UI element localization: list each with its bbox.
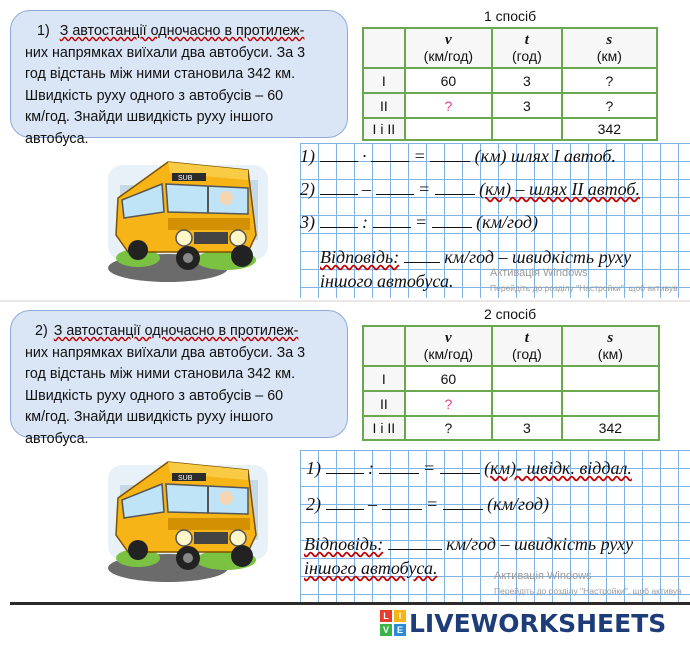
table-row [363,416,659,440]
task-2-text-line-4: Швидкість руху одного з автобусів – 60 [25,387,284,404]
cell-t[interactable] [492,118,562,140]
table-row [363,391,659,416]
table-row [363,366,659,391]
answer-line-2: іншого автобуса. [304,558,438,578]
table-corner-cell [363,326,405,366]
cell-s[interactable]: ? [562,68,657,93]
row-label: I [363,366,405,391]
task-2-number: 2) [35,323,48,339]
windows-watermark: Активація Windows [490,267,588,279]
cell-t: 3 [492,416,562,440]
answer-blank[interactable] [320,161,358,162]
answer-blank[interactable] [326,473,364,474]
table-corner-cell [363,28,405,68]
windows-watermark-sub: Перейдіть до розділу "Настройки", щоб активув [494,586,682,596]
task-2-data-table [362,325,660,441]
cell-t: 3 [492,68,562,93]
cell-t: 3 [492,93,562,118]
task-1-section [0,0,690,300]
header-v: v (км/год) [405,326,492,366]
solution-line-2: 2) – = (км) – шлях II автоб. [300,179,640,199]
task-2-solution-grid [300,450,690,602]
answer-blank[interactable] [320,227,358,228]
answer-blank[interactable] [326,509,364,510]
liveworksheets-logo[interactable] [380,608,666,638]
answer-blank[interactable] [379,473,419,474]
cell-s[interactable] [562,391,659,416]
liveworksheets-logo-icon: L I V E [380,610,406,636]
cell-t[interactable] [492,391,562,416]
row-label: II [363,391,405,416]
task-1-data-table [362,27,658,141]
answer-line: Відповідь: км/год – швидкість руху [320,247,632,267]
answer-blank[interactable] [382,509,422,510]
task-2-text-line-3: год відстань між ними становила 342 км. [25,366,296,382]
answer-blank[interactable] [376,194,414,195]
task-1-solution-grid [300,143,690,298]
answer-blank[interactable] [404,262,440,263]
task-1-text-line-1: З автостанції одночасно в протилеж- [59,23,305,39]
row-label: II [363,93,405,118]
liveworksheets-logo-text: LIVEWORKSHEETS [409,608,667,638]
task-1-number: 1) [37,23,50,39]
cell-v[interactable]: ? [405,93,492,118]
table-row [363,93,657,118]
table-row [363,68,657,93]
header-s: s (км) [562,28,657,68]
answer-blank[interactable] [435,194,475,195]
bus-sign-text: SUB [178,175,193,182]
task-2-problem-bubble [10,310,348,447]
row-label: I і II [363,416,405,440]
task-1-text-line-3: год відстань між ними становила 342 км. [25,66,296,82]
cell-t[interactable] [492,366,562,391]
task-2-text-line-1: З автостанції одночасно в протилеж- [53,323,299,339]
bus-sign-text: SUB [178,475,193,482]
cell-v[interactable]: ? [405,391,492,416]
cell-v[interactable]: ? [405,416,492,440]
method-2-title: 2 спосіб [484,306,537,322]
cell-v: 60 [405,68,492,93]
task-1-text-line-4: Швидкість руху одного з автобусів – 60 [25,87,284,104]
answer-line-2: іншого автобуса. [320,271,454,291]
cell-v[interactable] [405,118,492,140]
school-bus-illustration [98,440,278,590]
answer-blank[interactable] [440,473,480,474]
cell-v: 60 [405,366,492,391]
windows-watermark: Активація Windows [494,570,592,582]
answer-blank[interactable] [371,161,409,162]
footer-rule [10,602,690,605]
windows-watermark-sub: Перейдіть до розділу "Настройки", щоб активув [490,283,678,293]
answer-blank[interactable] [320,194,358,195]
cell-s: 342 [562,118,657,140]
answer-blank[interactable] [432,227,472,228]
solution-line-3: 3) : = (км/год) [300,212,538,232]
header-s: s (км) [562,326,659,366]
answer-line: Відповідь: км/год – швидкість руху [304,534,634,554]
cell-s[interactable] [562,366,659,391]
school-bus-illustration [98,140,278,290]
solution-line-1: 1) · = (км) шлях I автоб. [300,146,616,166]
cell-s[interactable]: ? [562,93,657,118]
method-1-title: 1 спосіб [484,8,537,24]
answer-blank[interactable] [430,161,470,162]
header-t: t (год) [492,326,562,366]
task-2-text-line-6: автобуса. [25,430,89,447]
cell-s: 342 [562,416,659,440]
row-label: I [363,68,405,93]
task-2-text-line-2: них напрямках виїхали два автобуси. За 3 [25,344,306,361]
task-1-problem-bubble [10,10,348,147]
task-1-text-line-6: автобуса. [25,130,89,147]
answer-blank[interactable] [373,227,411,228]
row-label: I і II [363,118,405,140]
task-2-text-line-5: км/год. Знайди швидкість руху іншого [25,409,274,425]
header-t: t (год) [492,28,562,68]
answer-blank[interactable] [443,509,483,510]
task-1-text-line-5: км/год. Знайди швидкість руху іншого [25,109,274,125]
table-row [363,118,657,140]
task-1-text-line-2: них напрямках виїхали два автобуси. За 3 [25,44,306,61]
solution-line-1: 1) : = (км)- швідк. віддал. [306,458,632,478]
answer-blank[interactable] [388,549,442,550]
task-2-section [0,302,690,602]
solution-line-2: 2) – = (км/год) [306,494,549,514]
header-v: v (км/год) [405,28,492,68]
